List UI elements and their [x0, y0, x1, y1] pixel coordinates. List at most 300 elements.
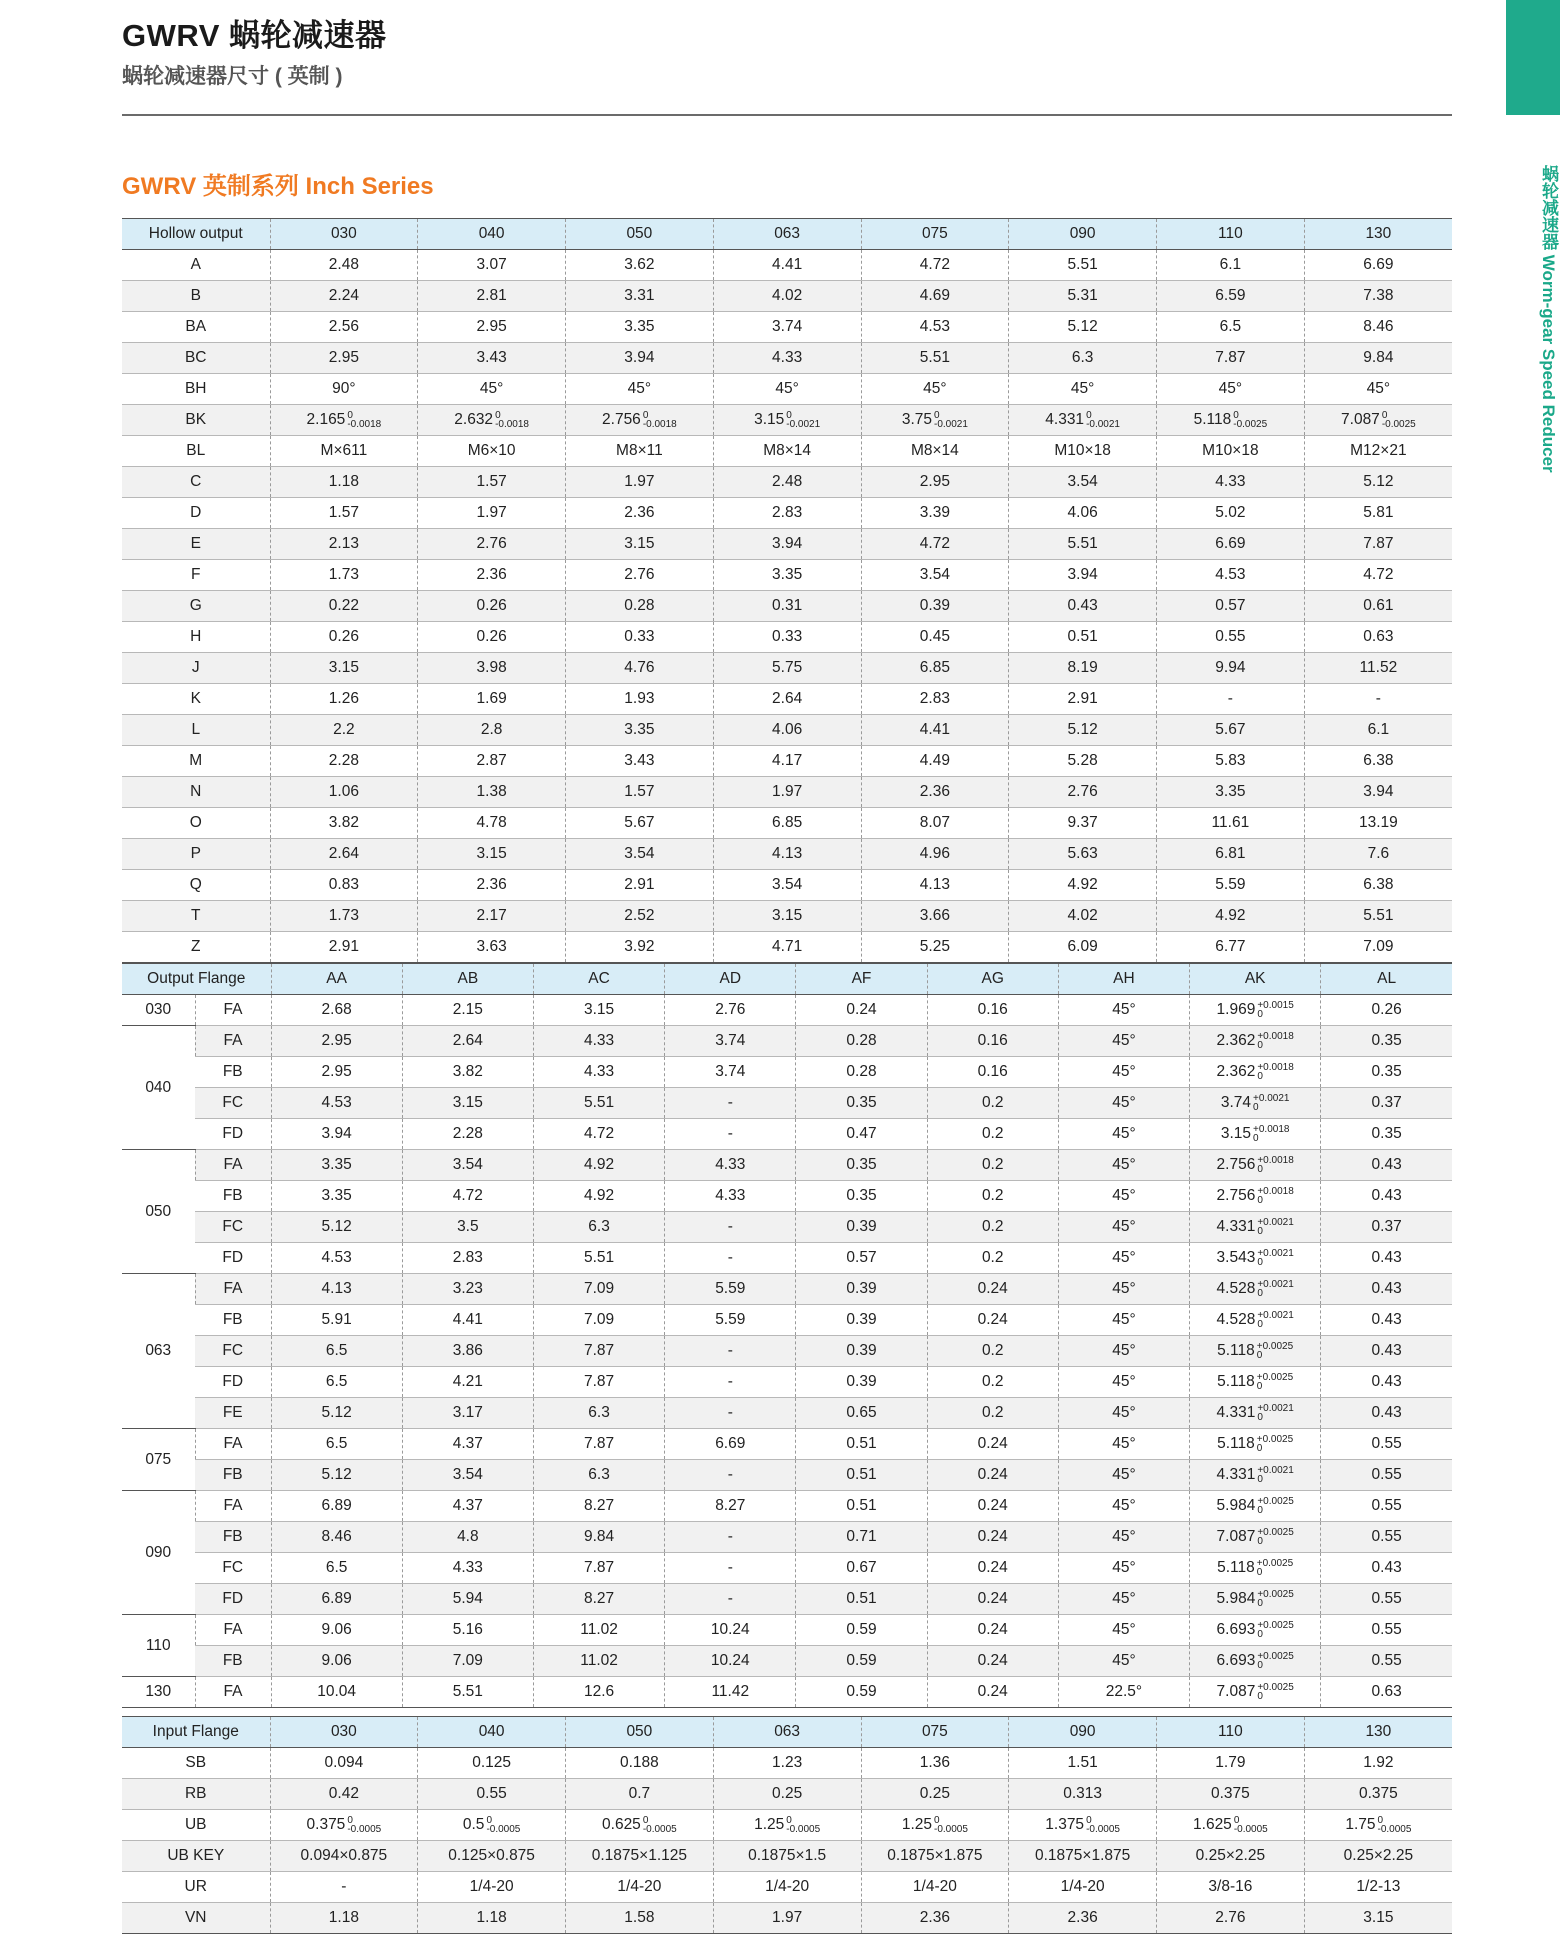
- dimension-value: 5.118: [1217, 1559, 1255, 1577]
- table-cell: 0.57: [796, 1243, 927, 1274]
- table-cell: 45°: [1058, 1398, 1189, 1429]
- table-cell: 2.36: [861, 1903, 1009, 1934]
- row-label: Z: [122, 932, 270, 963]
- table-row: [122, 1584, 1452, 1615]
- table-cell: 0.55: [1321, 1584, 1452, 1615]
- table-cell: [1009, 405, 1157, 436]
- table-cell: 2.76: [1157, 1903, 1305, 1934]
- output-flange-table: [122, 963, 1452, 1708]
- dimension-value: 1.375: [1045, 1816, 1085, 1834]
- table-cell: 0.24: [927, 1491, 1058, 1522]
- table-cell: 2.64: [402, 1026, 533, 1057]
- table-cell: 0.25×2.25: [1304, 1841, 1452, 1872]
- table-cell: -: [1157, 684, 1305, 715]
- dimension-value: 3.75: [901, 411, 932, 429]
- tolerance: [934, 1816, 968, 1834]
- tolerance-upper: 0: [1086, 409, 1092, 421]
- row-label: T: [122, 901, 270, 932]
- table-cell: 3.54: [713, 870, 861, 901]
- dimension-value: 5.118: [1193, 411, 1232, 429]
- table-cell: 45°: [1058, 1584, 1189, 1615]
- tolerance: [1253, 1094, 1289, 1112]
- table-cell: 4.06: [1009, 498, 1157, 529]
- table-cell: 8.46: [1304, 312, 1452, 343]
- dimension-value: 1.969: [1216, 1001, 1256, 1019]
- table-cell: 0.59: [796, 1646, 927, 1677]
- table-cell: 2.48: [270, 250, 418, 281]
- table-cell: -: [665, 1522, 796, 1553]
- table-cell: 0.1875×1.875: [1009, 1841, 1157, 1872]
- table-header-row: [122, 1717, 1452, 1748]
- table-cell: [1190, 1615, 1321, 1646]
- table-cell: 5.91: [271, 1305, 402, 1336]
- table-row: [122, 1903, 1452, 1934]
- page-title: GWRV 蜗轮减速器: [122, 18, 387, 53]
- column-header: AH: [1058, 964, 1189, 995]
- dimension-value: 4.528: [1216, 1280, 1256, 1298]
- table-cell: [1190, 1460, 1321, 1491]
- table-cell: 6.5: [271, 1336, 402, 1367]
- table-cell: 3.15: [713, 901, 861, 932]
- table-cell: 1.79: [1157, 1748, 1305, 1779]
- table-cell: 6.5: [271, 1553, 402, 1584]
- tolerance-upper: 0: [934, 1814, 940, 1826]
- table-cell: 6.38: [1304, 870, 1452, 901]
- row-label: J: [122, 653, 270, 684]
- table-cell: 45°: [1058, 1615, 1189, 1646]
- table-row: [122, 1677, 1452, 1708]
- table-cell: [1190, 1677, 1321, 1708]
- table-cell: 4.37: [402, 1429, 533, 1460]
- table-cell: 0.2: [927, 1088, 1058, 1119]
- table-cell: 5.59: [665, 1305, 796, 1336]
- table-cell: 5.94: [402, 1584, 533, 1615]
- tolerance-lower: -0.0005: [347, 1823, 382, 1835]
- tolerance: [934, 411, 968, 429]
- table-cell: 5.12: [1009, 715, 1157, 746]
- table-cell: [566, 405, 714, 436]
- table-cell: 0.2: [927, 1336, 1058, 1367]
- table-cell: 2.68: [271, 995, 402, 1026]
- tolerance-upper: +0.0025: [1257, 1650, 1294, 1662]
- tolerance-upper: +0.0021: [1257, 1464, 1294, 1476]
- section-color-tab: [1506, 0, 1560, 115]
- column-header: 063: [713, 219, 861, 250]
- tolerance-upper: +0.0018: [1257, 1030, 1294, 1042]
- table-cell: 0.83: [270, 870, 418, 901]
- column-header: 030: [270, 1717, 418, 1748]
- column-header: 130: [1304, 1717, 1452, 1748]
- table-cell: 5.02: [1157, 498, 1305, 529]
- table-cell: M8×14: [861, 436, 1009, 467]
- table-cell: 4.02: [1009, 901, 1157, 932]
- table-cell: 4.41: [713, 250, 861, 281]
- tolerance-lower: 0: [1257, 1039, 1263, 1051]
- table-cell: 0.55: [1157, 622, 1305, 653]
- table-cell: [1190, 1274, 1321, 1305]
- table-cell: -: [665, 1398, 796, 1429]
- tolerance-upper: +0.0025: [1256, 1557, 1294, 1569]
- table-cell: 0.55: [1321, 1522, 1452, 1553]
- tolerance-lower: -0.0005: [642, 1823, 677, 1835]
- table-cell: 90°: [270, 374, 418, 405]
- table-cell: 4.33: [713, 343, 861, 374]
- tolerance-lower: 0: [1256, 1566, 1263, 1578]
- table-cell: 1.97: [566, 467, 714, 498]
- table-cell: 7.87: [533, 1336, 664, 1367]
- dimension-value: 7.087: [1341, 411, 1380, 429]
- tolerance: [1257, 1435, 1293, 1453]
- table-cell: 6.1: [1157, 250, 1305, 281]
- table-cell: 7.87: [533, 1553, 664, 1584]
- table-cell: 3.66: [861, 901, 1009, 932]
- table-cell: 5.63: [1009, 839, 1157, 870]
- table-cell: [1190, 1088, 1321, 1119]
- table-cell: 45°: [1157, 374, 1305, 405]
- table-cell: 4.02: [713, 281, 861, 312]
- table-cell: 0.26: [270, 622, 418, 653]
- dimension-value: 5.118: [1217, 1342, 1255, 1360]
- table-cell: 7.09: [533, 1305, 664, 1336]
- table-cell: 45°: [861, 374, 1009, 405]
- table-cell: 5.12: [1009, 312, 1157, 343]
- table-row: [122, 560, 1452, 591]
- tolerance: [1257, 1063, 1293, 1081]
- table-cell: [861, 1810, 1009, 1841]
- table-cell: 3.82: [402, 1057, 533, 1088]
- table-cell: 1.69: [418, 684, 566, 715]
- row-label: BC: [122, 343, 270, 374]
- table-cell: 3.94: [271, 1119, 402, 1150]
- table-cell: 3.94: [566, 343, 714, 374]
- table-cell: 0.28: [566, 591, 714, 622]
- tolerance: [1257, 1497, 1293, 1515]
- table-cell: M8×14: [713, 436, 861, 467]
- tolerance-lower: 0: [1256, 1442, 1263, 1454]
- table-cell: 5.31: [1009, 281, 1157, 312]
- table-cell: 8.46: [271, 1522, 402, 1553]
- table-cell: 1.18: [270, 467, 418, 498]
- tolerance: [1257, 1342, 1293, 1360]
- table-cell: 22.5°: [1058, 1677, 1189, 1708]
- table-cell: 6.5: [271, 1429, 402, 1460]
- table-cell: 3.74: [665, 1057, 796, 1088]
- table-cell: 2.95: [271, 1057, 402, 1088]
- table-cell: [270, 405, 418, 436]
- table-cell: 3.63: [418, 932, 566, 963]
- row-label: H: [122, 622, 270, 653]
- table-cell: 45°: [1058, 1491, 1189, 1522]
- table-cell: 4.72: [533, 1119, 664, 1150]
- dimension-value: 5.118: [1217, 1435, 1255, 1453]
- table-cell: 2.36: [418, 870, 566, 901]
- size-group-label: 130: [122, 1677, 195, 1708]
- table-cell: 0.37: [1321, 1212, 1452, 1243]
- table-cell: 3.43: [566, 746, 714, 777]
- tolerance-lower: 0: [1257, 1318, 1263, 1330]
- tolerance-lower: 0: [1257, 1659, 1263, 1671]
- table-row: [122, 281, 1452, 312]
- tolerance: [1257, 1032, 1293, 1050]
- tolerance: [1257, 1621, 1293, 1639]
- table-cell: M10×18: [1157, 436, 1305, 467]
- table-cell: [1190, 1026, 1321, 1057]
- size-group-label: 030: [122, 995, 195, 1026]
- table-cell: 0.37: [1321, 1088, 1452, 1119]
- tolerance-lower: -0.0005: [1377, 1823, 1412, 1835]
- tolerance-upper: 0: [1233, 1814, 1240, 1826]
- tolerance-lower: 0: [1257, 1597, 1263, 1609]
- table-cell: 45°: [1058, 1212, 1189, 1243]
- table-cell: 4.53: [271, 1243, 402, 1274]
- table-cell: -: [1304, 684, 1452, 715]
- table-cell: 45°: [1058, 1305, 1189, 1336]
- tolerance-lower: 0: [1257, 1411, 1263, 1423]
- table-cell: -: [270, 1872, 418, 1903]
- table-cell: 3.07: [418, 250, 566, 281]
- table-cell: 3.15: [270, 653, 418, 684]
- table-cell: 0.26: [1321, 995, 1452, 1026]
- size-group-label: 063: [122, 1274, 195, 1429]
- table-cell: 0.55: [1321, 1491, 1452, 1522]
- column-header: 110: [1157, 219, 1305, 250]
- table-cell: 5.25: [861, 932, 1009, 963]
- table-cell: 4.13: [713, 839, 861, 870]
- tolerance-upper: 0: [642, 409, 649, 421]
- dimension-value: 2.165: [306, 411, 346, 429]
- table-cell: 2.36: [1009, 1903, 1157, 1934]
- dimension-value: 2.362: [1216, 1063, 1256, 1081]
- table-cell: 0.43: [1321, 1367, 1452, 1398]
- tolerance-upper: +0.0025: [1256, 1433, 1294, 1445]
- table-cell: 0.16: [927, 995, 1058, 1026]
- tolerance: [1257, 1187, 1293, 1205]
- column-header: 063: [713, 1717, 861, 1748]
- table-cell: 1.38: [418, 777, 566, 808]
- column-header: 090: [1009, 219, 1157, 250]
- table-cell: 6.81: [1157, 839, 1305, 870]
- dimension-value: 1.625: [1193, 1816, 1232, 1834]
- table-cell: 0.26: [418, 591, 566, 622]
- table-cell: 45°: [1058, 1181, 1189, 1212]
- table-cell: 0.25: [861, 1779, 1009, 1810]
- table-row: [122, 1088, 1452, 1119]
- tolerance: [495, 411, 529, 429]
- row-label: BK: [122, 405, 270, 436]
- column-header: AD: [665, 964, 796, 995]
- input-flange-table: [122, 1716, 1452, 1934]
- table-row: [122, 467, 1452, 498]
- table-cell: 4.92: [533, 1150, 664, 1181]
- flange-type: FA: [195, 1491, 271, 1522]
- table-cell: 11.02: [533, 1615, 664, 1646]
- table-cell: 3.35: [566, 715, 714, 746]
- table-cell: 2.76: [665, 995, 796, 1026]
- table-cell: [1190, 995, 1321, 1026]
- table-cell: 4.41: [402, 1305, 533, 1336]
- table-row: [122, 529, 1452, 560]
- table-row: [122, 1181, 1452, 1212]
- table-cell: 0.39: [796, 1212, 927, 1243]
- dimension-value: 4.331: [1216, 1466, 1256, 1484]
- table-cell: 45°: [1058, 1336, 1189, 1367]
- dimension-value: 1.25: [754, 1816, 785, 1834]
- table-cell: 4.76: [566, 653, 714, 684]
- tolerance-upper: 0: [1381, 409, 1388, 421]
- table-cell: 5.51: [402, 1677, 533, 1708]
- dimension-value: 7.087: [1216, 1683, 1256, 1701]
- dimension-value: 7.087: [1216, 1528, 1256, 1546]
- table-cell: 0.24: [927, 1646, 1058, 1677]
- table-cell: 4.92: [1009, 870, 1157, 901]
- table-row: [122, 746, 1452, 777]
- tolerance: [347, 1816, 381, 1834]
- tolerance-upper: +0.0021: [1253, 1092, 1290, 1104]
- tolerance-lower: 0: [1253, 1132, 1259, 1144]
- table-cell: 3/8-16: [1157, 1872, 1305, 1903]
- table-cell: 0.39: [861, 591, 1009, 622]
- table-row: [122, 591, 1452, 622]
- table-cell: 4.53: [271, 1088, 402, 1119]
- tolerance-upper: 0: [1086, 1814, 1092, 1826]
- tolerance-lower: 0: [1257, 1504, 1263, 1516]
- table-row: [122, 405, 1452, 436]
- table-cell: 3.92: [566, 932, 714, 963]
- table-cell: 3.82: [270, 808, 418, 839]
- table-cell: 2.17: [418, 901, 566, 932]
- flange-type: FB: [195, 1646, 271, 1677]
- table-cell: 45°: [1304, 374, 1452, 405]
- tolerance-upper: 0: [1233, 409, 1239, 421]
- flange-type: FA: [195, 1677, 271, 1708]
- flange-type: FE: [195, 1398, 271, 1429]
- dimension-value: 3.15: [1220, 1125, 1252, 1143]
- table-cell: [1190, 1057, 1321, 1088]
- table-cell: 0.51: [796, 1491, 927, 1522]
- table-cell: 3.35: [713, 560, 861, 591]
- table-cell: [1190, 1243, 1321, 1274]
- table-cell: 0.39: [796, 1336, 927, 1367]
- table-cell: 7.87: [1304, 529, 1452, 560]
- table-row: [122, 839, 1452, 870]
- table-cell: 0.24: [927, 1305, 1058, 1336]
- table-cell: [713, 1810, 861, 1841]
- tolerance-upper: 0: [786, 409, 792, 421]
- table-cell: 1.58: [566, 1903, 714, 1934]
- tolerance: [1382, 411, 1416, 429]
- table-cell: 4.33: [402, 1553, 533, 1584]
- table-cell: 1/4-20: [566, 1872, 714, 1903]
- table-cell: 5.12: [1304, 467, 1452, 498]
- table-cell: 2.28: [402, 1119, 533, 1150]
- tolerance-upper: +0.0021: [1257, 1216, 1294, 1228]
- table-cell: 0.2: [927, 1181, 1058, 1212]
- tolerance-upper: +0.0018: [1257, 1061, 1294, 1073]
- tolerance: [786, 411, 820, 429]
- table-row: [122, 1212, 1452, 1243]
- table-cell: 4.72: [861, 529, 1009, 560]
- flange-type: FC: [195, 1212, 271, 1243]
- dimension-value: 0.5: [462, 1816, 485, 1834]
- table-cell: [1190, 1150, 1321, 1181]
- table-cell: 3.86: [402, 1336, 533, 1367]
- table-cell: [1190, 1336, 1321, 1367]
- table-cell: 0.55: [1321, 1615, 1452, 1646]
- table-cell: 1.36: [861, 1748, 1009, 1779]
- column-header: Output Flange: [122, 964, 271, 995]
- table-cell: [1190, 1367, 1321, 1398]
- table-cell: 4.33: [533, 1026, 664, 1057]
- dimension-value: 3.74: [1220, 1094, 1252, 1112]
- table-cell: [1190, 1181, 1321, 1212]
- table-cell: 4.72: [861, 250, 1009, 281]
- table-cell: 0.24: [927, 1615, 1058, 1646]
- table-cell: 0.55: [1321, 1646, 1452, 1677]
- table-cell: 8.27: [665, 1491, 796, 1522]
- table-cell: 5.12: [271, 1212, 402, 1243]
- tolerance: [1257, 1528, 1293, 1546]
- table-cell: 4.33: [665, 1181, 796, 1212]
- table-cell: 5.51: [533, 1243, 664, 1274]
- table-cell: 0.45: [861, 622, 1009, 653]
- table-cell: 0.51: [1009, 622, 1157, 653]
- table-cell: [1190, 1491, 1321, 1522]
- table-cell: 0.43: [1321, 1398, 1452, 1429]
- table-cell: 2.81: [418, 281, 566, 312]
- table-cell: 2.52: [566, 901, 714, 932]
- flange-type: FD: [195, 1584, 271, 1615]
- table-cell: M6×10: [418, 436, 566, 467]
- table-cell: 4.41: [861, 715, 1009, 746]
- table-cell: 0.55: [418, 1779, 566, 1810]
- table-cell: 2.24: [270, 281, 418, 312]
- table-cell: 0.1875×1.875: [861, 1841, 1009, 1872]
- table-cell: 9.84: [1304, 343, 1452, 374]
- table-cell: 2.95: [418, 312, 566, 343]
- tolerance-upper: +0.0025: [1257, 1619, 1294, 1631]
- table-cell: 0.375: [1157, 1779, 1305, 1810]
- table-cell: [1190, 1553, 1321, 1584]
- table-cell: 2.87: [418, 746, 566, 777]
- table-cell: 5.67: [1157, 715, 1305, 746]
- table-cell: 2.95: [270, 343, 418, 374]
- tolerance-lower: -0.0018: [642, 418, 677, 430]
- tolerance-upper: 0: [642, 1814, 649, 1826]
- row-label: SB: [122, 1748, 270, 1779]
- table-cell: [566, 1810, 714, 1841]
- table-row: [122, 1460, 1452, 1491]
- tolerance: [786, 1816, 820, 1834]
- table-cell: [1190, 1429, 1321, 1460]
- table-cell: 1.73: [270, 560, 418, 591]
- table-cell: 3.17: [402, 1398, 533, 1429]
- tolerance-upper: 0: [495, 409, 501, 421]
- table-cell: 7.87: [533, 1429, 664, 1460]
- flange-type: FC: [195, 1088, 271, 1119]
- table-row: [122, 1646, 1452, 1677]
- table-cell: 3.54: [402, 1150, 533, 1181]
- tolerance-upper: +0.0025: [1256, 1340, 1294, 1352]
- table-cell: [1304, 405, 1452, 436]
- table-cell: 0.55: [1321, 1460, 1452, 1491]
- table-cell: [1304, 1810, 1452, 1841]
- table-cell: -: [665, 1243, 796, 1274]
- table-cell: 4.53: [1157, 560, 1305, 591]
- table-cell: 3.35: [271, 1181, 402, 1212]
- size-group-label: 075: [122, 1429, 195, 1491]
- column-header: Hollow output: [122, 219, 270, 250]
- table-cell: 4.37: [402, 1491, 533, 1522]
